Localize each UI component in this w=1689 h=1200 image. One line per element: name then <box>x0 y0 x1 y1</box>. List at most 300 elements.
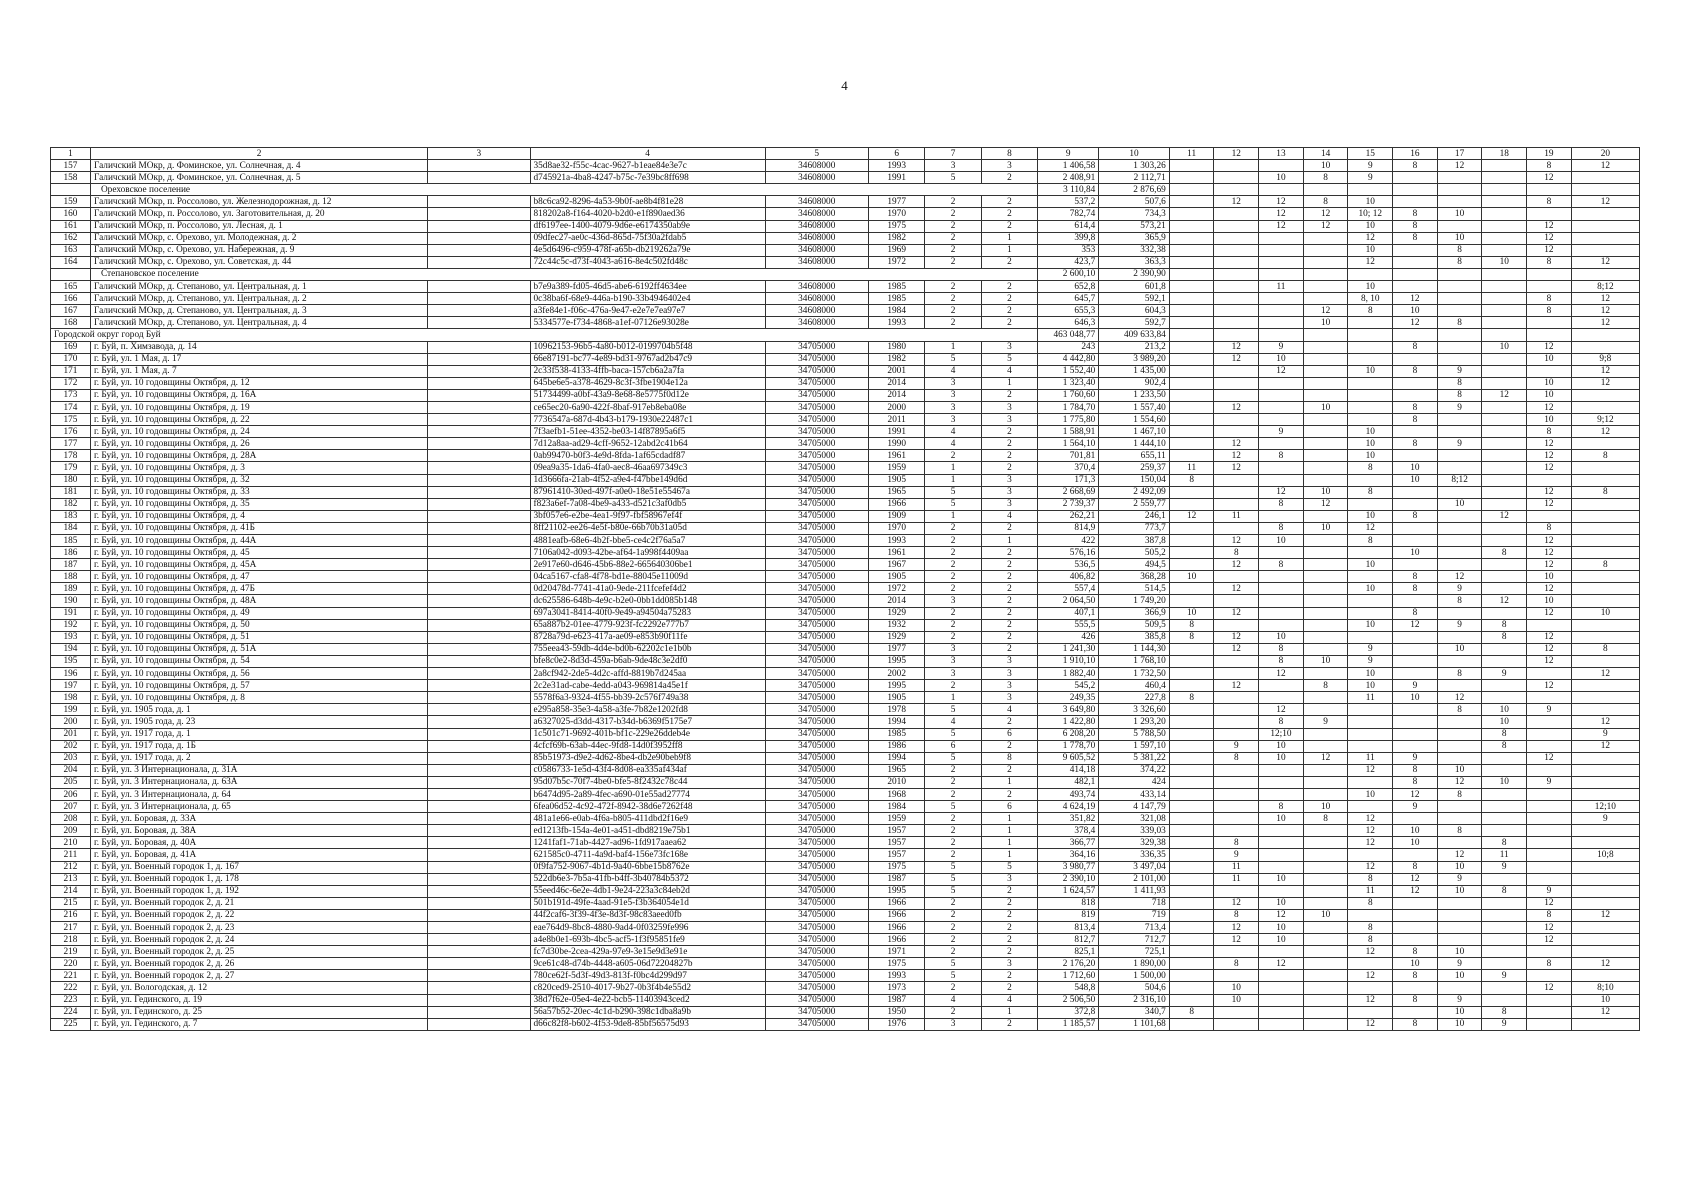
table-cell <box>1303 619 1348 631</box>
table-cell: 210 <box>51 837 91 849</box>
table-cell: 2002 <box>868 668 924 680</box>
table-cell: 10 <box>1482 776 1527 788</box>
table-cell: 3 <box>981 655 1037 667</box>
table-cell: г. Буй, ул. Военный городок 2, д. 26 <box>90 958 427 970</box>
table-cell <box>1571 873 1639 885</box>
table-cell <box>1348 184 1393 196</box>
table-cell: 34705000 <box>765 401 868 413</box>
table-cell: 9;8 <box>1571 353 1639 365</box>
table-cell: 3 <box>981 486 1037 498</box>
table-cell: 1 <box>925 462 981 474</box>
table-cell <box>1169 764 1214 776</box>
table-cell: 1 <box>981 244 1037 256</box>
table-cell: г. Буй, ул. 10 годовщины Октября, д. 49 <box>90 607 427 619</box>
table-row <box>51 341 1640 353</box>
table-cell: г. Буй, ул. 10 годовщины Октября, д. 44А <box>90 535 427 547</box>
table-cell: 1 435,00 <box>1099 365 1170 377</box>
table-cell: 34705000 <box>765 365 868 377</box>
table-cell <box>1482 583 1527 595</box>
table-cell <box>1482 607 1527 619</box>
table-cell: 1991 <box>868 172 924 184</box>
table-cell: 12 <box>1571 668 1639 680</box>
table-cell: г. Буй, ул. Военный городок 2, д. 23 <box>90 922 427 934</box>
table-cell <box>1482 160 1527 172</box>
table-cell: 422 <box>1038 535 1099 547</box>
table-row <box>51 474 1640 486</box>
table-cell <box>1303 934 1348 946</box>
table-cell <box>428 341 530 353</box>
section-row <box>51 268 1640 280</box>
table-cell: 493,74 <box>1038 788 1099 800</box>
table-cell: 1985 <box>868 293 924 305</box>
table-cell: 6fea06d52-4c92-472f-8942-38d6e7262f48 <box>530 801 765 813</box>
table-cell: 12 <box>1393 788 1438 800</box>
table-cell <box>1169 885 1214 897</box>
table-cell: 4 <box>981 510 1037 522</box>
table-cell: 2 <box>981 970 1037 982</box>
table-cell: г. Буй, ул. 1905 года, д. 1 <box>90 704 427 716</box>
table-row <box>51 196 1640 208</box>
table-cell: 12 <box>1527 655 1572 667</box>
table-cell <box>1169 728 1214 740</box>
table-cell <box>1348 776 1393 788</box>
table-cell <box>1571 208 1639 220</box>
table-cell: 1 467,10 <box>1099 426 1170 438</box>
table-cell: 2 <box>981 389 1037 401</box>
table-cell: 1995 <box>868 885 924 897</box>
table-cell: 9 <box>1303 716 1348 728</box>
table-cell: 9 <box>1348 172 1393 184</box>
table-cell: 9;12 <box>1571 414 1639 426</box>
table-cell: г. Буй, ул. 3 Интернационала, д. 64 <box>90 788 427 800</box>
table-cell: 3 <box>925 389 981 401</box>
table-cell: 12 <box>1482 595 1527 607</box>
table-cell <box>1393 897 1438 909</box>
table-row <box>51 813 1640 825</box>
table-cell: 825,1 <box>1038 946 1099 958</box>
table-cell <box>1437 486 1482 498</box>
table-cell: 12 <box>1214 680 1259 692</box>
table-cell <box>1437 655 1482 667</box>
table-cell: 249,35 <box>1038 692 1099 704</box>
table-cell: 34705000 <box>765 655 868 667</box>
table-cell: 1 101,68 <box>1099 1018 1170 1030</box>
table-cell: 34608000 <box>765 196 868 208</box>
table-cell <box>1259 462 1304 474</box>
table-cell <box>1169 982 1214 994</box>
table-cell <box>1393 704 1438 716</box>
table-cell: г. Буй, п. Химзавода, д. 14 <box>90 341 427 353</box>
table-cell: 2 <box>925 813 981 825</box>
table-cell: 2 <box>981 922 1037 934</box>
table-cell: 8 <box>1303 680 1348 692</box>
table-cell <box>1214 317 1259 329</box>
table-cell: 95d07b5c-70f7-4be0-bfe5-8f2432c78c44 <box>530 776 765 788</box>
table-cell <box>1303 825 1348 837</box>
table-cell <box>1348 341 1393 353</box>
table-cell: 10 <box>1393 462 1438 474</box>
table-cell <box>1527 873 1572 885</box>
table-cell <box>1214 692 1259 704</box>
table-cell <box>428 970 530 982</box>
table-cell: 10 <box>1393 692 1438 704</box>
header-cell: 4 <box>530 148 765 160</box>
table-cell: 406,82 <box>1038 571 1099 583</box>
table-cell: 2 <box>925 631 981 643</box>
table-cell: 211 <box>51 849 91 861</box>
table-cell <box>1437 329 1482 341</box>
table-cell: 10 <box>1303 486 1348 498</box>
table-cell: 1993 <box>868 317 924 329</box>
table-cell <box>1303 631 1348 643</box>
table-cell <box>1393 922 1438 934</box>
table-cell: 164 <box>51 256 91 268</box>
table-cell <box>1303 982 1348 994</box>
table-cell: 1 768,10 <box>1099 655 1170 667</box>
table-cell <box>1259 946 1304 958</box>
table-cell <box>1303 353 1348 365</box>
table-cell <box>1527 813 1572 825</box>
table-cell <box>1169 196 1214 208</box>
table-cell: 11 <box>1214 510 1259 522</box>
table-cell: 2 <box>981 934 1037 946</box>
table-cell: 34705000 <box>765 668 868 680</box>
table-cell <box>1169 813 1214 825</box>
table-cell: 12 <box>1571 909 1639 921</box>
table-row <box>51 631 1640 643</box>
table-cell: 1975 <box>868 861 924 873</box>
table-row <box>51 365 1640 377</box>
table-cell <box>1527 281 1572 293</box>
table-cell <box>1393 172 1438 184</box>
table-cell <box>1348 631 1393 643</box>
table-cell: b7e9a389-fd05-46d5-abe6-6192ff4634ee <box>530 281 765 293</box>
table-cell <box>1571 329 1639 341</box>
table-cell <box>1169 559 1214 571</box>
table-cell: 1 882,40 <box>1038 668 1099 680</box>
table-cell: 1977 <box>868 196 924 208</box>
table-cell: 9 <box>1482 861 1527 873</box>
table-cell: 509,5 <box>1099 619 1170 631</box>
table-cell: 8 <box>1348 462 1393 474</box>
table-cell: 183 <box>51 510 91 522</box>
table-cell: 12 <box>1527 680 1572 692</box>
table-cell <box>1393 668 1438 680</box>
table-cell: 3 <box>925 160 981 172</box>
table-cell: 353 <box>1038 244 1099 256</box>
table-cell <box>428 535 530 547</box>
table-cell: 219 <box>51 946 91 958</box>
table-cell <box>1348 329 1393 341</box>
table-cell <box>1214 595 1259 607</box>
table-cell: 10 <box>1482 256 1527 268</box>
table-cell: 212 <box>51 861 91 873</box>
table-cell: 1978 <box>868 704 924 716</box>
table-cell: 2 <box>981 982 1037 994</box>
table-cell <box>1393 595 1438 607</box>
table-cell: 725,1 <box>1099 946 1170 958</box>
table-cell: 3 <box>981 401 1037 413</box>
table-cell: 191 <box>51 607 91 619</box>
table-cell: 184 <box>51 522 91 534</box>
table-cell: 9 <box>1214 740 1259 752</box>
table-cell: 10 <box>1259 934 1304 946</box>
table-cell: 34705000 <box>765 486 868 498</box>
table-cell <box>1348 389 1393 401</box>
table-cell <box>1393 909 1438 921</box>
table-cell: 8 <box>1348 897 1393 909</box>
table-cell: 2 <box>925 982 981 994</box>
table-cell: 4 624,19 <box>1038 801 1099 813</box>
table-cell: 12 <box>1348 994 1393 1006</box>
table-cell <box>1437 680 1482 692</box>
table-cell: 2 <box>981 547 1037 559</box>
table-cell: г. Буй, ул. 10 годовщины Октября, д. 45А <box>90 559 427 571</box>
table-cell: 3 <box>981 668 1037 680</box>
table-cell <box>1303 389 1348 401</box>
table-cell: 8 <box>1482 619 1527 631</box>
table-cell: 34705000 <box>765 861 868 873</box>
table-cell: 3 980,77 <box>1038 861 1099 873</box>
table-cell: 34608000 <box>765 317 868 329</box>
table-cell: 3 <box>981 692 1037 704</box>
table-cell: 159 <box>51 196 91 208</box>
table-cell: 10 <box>1437 946 1482 958</box>
table-cell: 12 <box>1571 716 1639 728</box>
table-cell <box>1303 268 1348 280</box>
table-cell: a6327025-d3dd-4317-b34d-b6369f5175e7 <box>530 716 765 728</box>
table-cell: 12 <box>1437 776 1482 788</box>
table-cell: 2014 <box>868 377 924 389</box>
header-cell: 8 <box>981 148 1037 160</box>
table-cell: г. Буй, ул. 1 Мая, д. 7 <box>90 365 427 377</box>
table-cell: 34705000 <box>765 934 868 946</box>
table-cell: 12 <box>1348 1018 1393 1030</box>
table-cell: 10 <box>1482 716 1527 728</box>
table-cell: г. Буй, ул. Боровая, д. 40А <box>90 837 427 849</box>
table-cell <box>1482 172 1527 184</box>
table-cell: 150,04 <box>1099 474 1170 486</box>
table-cell: 8 <box>1259 559 1304 571</box>
table-cell: 385,8 <box>1099 631 1170 643</box>
table-cell: 8 <box>1393 510 1438 522</box>
table-cell <box>428 655 530 667</box>
table-cell: 2 506,50 <box>1038 994 1099 1006</box>
table-cell: 8 <box>1259 716 1304 728</box>
table-cell: 8 <box>1214 547 1259 559</box>
table-cell <box>1527 716 1572 728</box>
table-cell: г. Буй, ул. 10 годовщины Октября, д. 35 <box>90 498 427 510</box>
table-cell <box>1259 849 1304 861</box>
section-total-living-area: 2 390,90 <box>1099 268 1170 280</box>
table-cell <box>428 764 530 776</box>
table-cell <box>1527 365 1572 377</box>
table-cell: 34608000 <box>765 208 868 220</box>
table-cell: 1 749,20 <box>1099 595 1170 607</box>
table-cell: 1 784,70 <box>1038 401 1099 413</box>
table-cell: 1 <box>981 825 1037 837</box>
table-cell: 8 <box>1527 305 1572 317</box>
table-cell <box>1571 788 1639 800</box>
table-cell <box>428 849 530 861</box>
table-row <box>51 244 1640 256</box>
table-cell: 460,4 <box>1099 680 1170 692</box>
table-cell: 225 <box>51 1018 91 1030</box>
table-cell <box>1303 764 1348 776</box>
table-cell <box>428 619 530 631</box>
table-cell <box>1259 692 1304 704</box>
table-row <box>51 172 1640 184</box>
table-cell: 812,7 <box>1038 934 1099 946</box>
table-cell: f823a6ef-7a08-4be9-a433-d521c3af0db5 <box>530 498 765 510</box>
table-cell <box>1437 450 1482 462</box>
table-cell: 12 <box>1259 668 1304 680</box>
table-cell: 9 <box>1393 752 1438 764</box>
table-cell: 426 <box>1038 631 1099 643</box>
table-cell: 38d7f62e-05e4-4e22-bcb5-11403943ced2 <box>530 994 765 1006</box>
table-cell: 10 <box>1303 317 1348 329</box>
table-cell: 1 411,93 <box>1099 885 1170 897</box>
table-cell: 5 <box>925 970 981 982</box>
table-cell <box>1214 256 1259 268</box>
table-cell: 8 <box>1393 970 1438 982</box>
table-cell: 2 <box>925 1006 981 1018</box>
table-cell <box>1393 849 1438 861</box>
table-cell: 11 <box>1214 873 1259 885</box>
table-cell: 10 <box>1437 885 1482 897</box>
table-cell: 167 <box>51 305 91 317</box>
table-cell: г. Буй, ул. 10 годовщины Октября, д. 8 <box>90 692 427 704</box>
table-cell <box>1393 281 1438 293</box>
table-cell: 4 147,79 <box>1099 801 1170 813</box>
table-cell: 0f9fa752-9067-4b1d-9a40-6bbe15b8762e <box>530 861 765 873</box>
table-cell: 2 064,50 <box>1038 595 1099 607</box>
table-cell: г. Буй, ул. Военный городок 2, д. 22 <box>90 909 427 921</box>
table-cell: 12;10 <box>1571 801 1639 813</box>
table-cell <box>1214 232 1259 244</box>
table-cell <box>1348 474 1393 486</box>
table-cell <box>1259 788 1304 800</box>
table-cell: 8 <box>1214 752 1259 764</box>
table-cell <box>1437 305 1482 317</box>
table-row <box>51 752 1640 764</box>
table-cell <box>1482 788 1527 800</box>
table-cell <box>1527 837 1572 849</box>
table-cell: 1982 <box>868 353 924 365</box>
table-cell <box>428 595 530 607</box>
table-cell: 1 <box>981 232 1037 244</box>
table-cell: 1 303,26 <box>1099 160 1170 172</box>
table-row <box>51 680 1640 692</box>
table-cell: г. Буй, ул. Военный городок 1, д. 167 <box>90 861 427 873</box>
table-cell: 12 <box>1393 317 1438 329</box>
table-cell <box>1482 196 1527 208</box>
table-cell: 12 <box>1303 305 1348 317</box>
table-cell: 2 <box>981 571 1037 583</box>
table-cell <box>1214 293 1259 305</box>
table-cell: 0c38ba6f-68e9-446a-b190-33b4946402e4 <box>530 293 765 305</box>
table-cell: 507,6 <box>1099 196 1170 208</box>
table-cell: 12 <box>1571 377 1639 389</box>
table-cell: 190 <box>51 595 91 607</box>
table-cell <box>1393 728 1438 740</box>
table-cell <box>1303 728 1348 740</box>
table-cell <box>1303 1018 1348 1030</box>
table-cell <box>428 873 530 885</box>
table-cell: 12 <box>1527 232 1572 244</box>
table-cell <box>1348 571 1393 583</box>
table-cell: 3 <box>981 474 1037 486</box>
table-row <box>51 595 1640 607</box>
table-row <box>51 922 1640 934</box>
table-cell: 1970 <box>868 208 924 220</box>
table-cell <box>1214 764 1259 776</box>
table-cell: 12 <box>1214 196 1259 208</box>
table-cell: г. Буй, ул. 10 годовщины Октября, д. 45 <box>90 547 427 559</box>
table-cell <box>1437 172 1482 184</box>
table-cell: 171 <box>51 365 91 377</box>
table-cell: 12 <box>1214 559 1259 571</box>
table-cell: 12 <box>1527 752 1572 764</box>
table-cell: 72c44c5c-d73f-4043-a616-8e4c502fd48c <box>530 256 765 268</box>
table-cell: 171,3 <box>1038 474 1099 486</box>
table-cell: 1 760,60 <box>1038 389 1099 401</box>
table-cell: 0ab99470-b0f3-4e9d-8fda-1af65cdadf87 <box>530 450 765 462</box>
table-cell <box>1348 607 1393 619</box>
table-row <box>51 873 1640 885</box>
table-cell: 1966 <box>868 897 924 909</box>
table-cell: 12 <box>1437 692 1482 704</box>
table-cell <box>1214 788 1259 800</box>
table-cell: 8 <box>1259 522 1304 534</box>
table-cell <box>1303 861 1348 873</box>
table-cell <box>1571 861 1639 873</box>
table-cell: 10 <box>1259 873 1304 885</box>
table-cell: 189 <box>51 583 91 595</box>
table-cell: 34705000 <box>765 535 868 547</box>
table-cell: 8 <box>1393 764 1438 776</box>
table-cell: Галичский МОкр, п. Россолово, ул. Железнодорожная, д. 12 <box>90 196 427 208</box>
table-cell <box>1348 982 1393 994</box>
table-cell: 1950 <box>868 1006 924 1018</box>
table-cell: 1 890,00 <box>1099 958 1170 970</box>
table-cell: г. Буй, ул. 10 годовщины Октября, д. 12 <box>90 377 427 389</box>
table-cell: 34705000 <box>765 873 868 885</box>
table-cell: 1932 <box>868 619 924 631</box>
table-cell: 1975 <box>868 958 924 970</box>
table-cell: 1 564,10 <box>1038 438 1099 450</box>
table-cell: 177 <box>51 438 91 450</box>
table-cell <box>1482 232 1527 244</box>
table-cell: 09ea9a35-1da6-4fa0-aec8-46aa697349c3 <box>530 462 765 474</box>
table-cell <box>1482 462 1527 474</box>
table-cell: 2 <box>981 764 1037 776</box>
table-row <box>51 293 1640 305</box>
table-cell: bfe8c0e2-8d3d-459a-b6ab-9de48c3e2df0 <box>530 655 765 667</box>
table-cell: г. Буй, ул. 1917 года, д. 2 <box>90 752 427 764</box>
table-cell <box>1169 365 1214 377</box>
table-cell: 8 <box>1393 160 1438 172</box>
table-cell <box>1214 486 1259 498</box>
table-cell: 504,6 <box>1099 982 1170 994</box>
table-cell: 2011 <box>868 414 924 426</box>
table-cell: 34705000 <box>765 680 868 692</box>
table-cell <box>1259 401 1304 413</box>
header-cell: 15 <box>1348 148 1393 160</box>
table-cell: 782,74 <box>1038 208 1099 220</box>
table-cell <box>1527 184 1572 196</box>
table-cell: 12 <box>1214 934 1259 946</box>
